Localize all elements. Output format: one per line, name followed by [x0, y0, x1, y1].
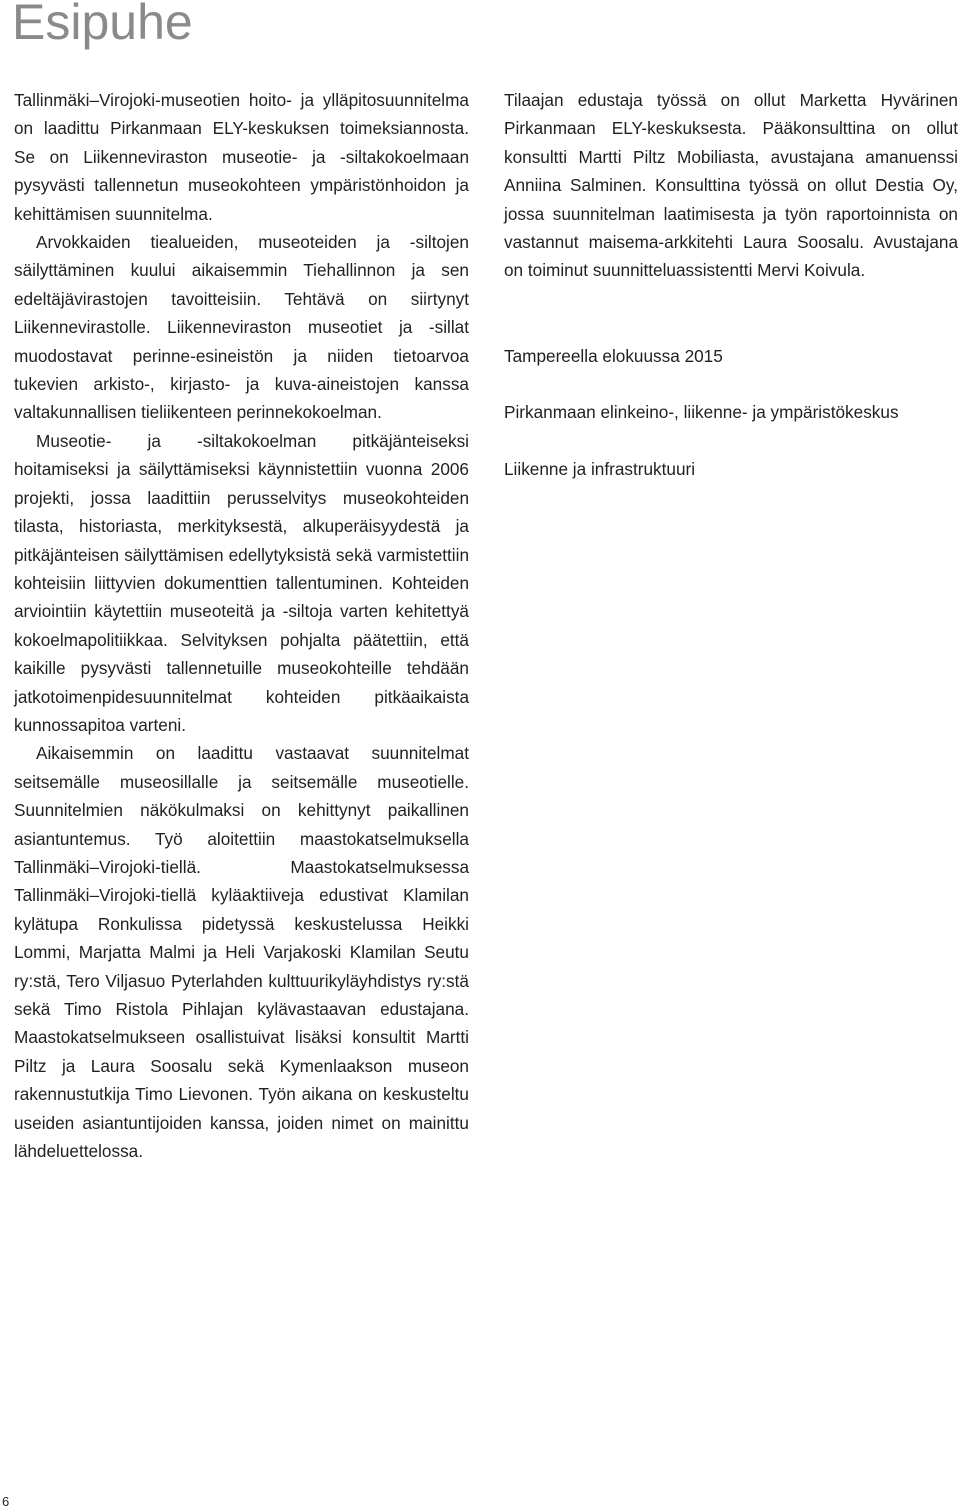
- place-date: Tampereella elokuussa 2015: [504, 345, 723, 366]
- project-paragraph: Museotie- ja -siltakokoelman pitkäjänteiseksi hoitamiseksi ja säilyttämiseksi käynnistettiin vuonna 2006 projekti, jossa laadittiin perusselvitys museokohteiden tilasta, historiasta, merkityksestä, alkuperäisyydestä ja pitkäjänteisen säilyttämisen edellytyksistä sekä varmistettiin kohteisiin liittyvien dokumenttien tallentuminen. Kohteiden arviointiin käytettiin museoteitä ja -siltoja varten kehitettyä kokoelmapolitiikkaa. Selvityksen pohjalta päätettiin, että kaikille pysyvästi tallennetuille museokohteille tehdään jatkotoimenpidesuunnitelmat kohteiden pitkäaikaista kunnossapitoa varteni.: [14, 430, 469, 735]
- participants-paragraph: Aikaisemmin on laadittu vastaavat suunnitelmat seitsemälle museosillalle ja seitsemälle museotielle. Suunnitelmien näkökulmaksi on kehittynyt paikallinen asiantuntemus. Työ aloitettiin maastokatselmuksella Tallinmäki–Virojoki-tiellä. Maastokatselmuksessa Tallinmäki–Virojoki-tiellä kyläaktiiveja edustivat Klamilan kylätupa Ronkulissa pidetyssä keskustelussa Heikki Lommi, Marjatta Malmi ja Heli Varjakoski Klamilan Seutu ry:stä, Tero Viljasuo Pyterlahden kulttuurikyläyhdistys ry:stä sekä Timo Ristola Pihlajan kylävastaavan edustajana. Maastokatselmukseen osallistuivat lisäksi konsultit Martti Piltz ja Laura Soosalu sekä Kymenlaakson museon rakennustutkija Timo Lievonen. Työn aikana on keskusteltu useiden asiantuntijoiden kanssa, joiden nimet on mainittu lähdeluettelossa.: [14, 743, 469, 1162]
- heritage-paragraph: Arvokkaiden tiealueiden, museoteiden ja -siltojen säilyttäminen kuului aikaisemmin Tiehallinnon ja sen edeltäjävirastojen tavoitteisiin. Tehtävä on siirtynyt Liikennevirastolle. Liikenneviraston museotiet ja -sillat muodostavat perinne-esineistön ja niiden tietoarvoa tukevien arkisto-, kirjasto- ja kuva-aineistojen kanssa valtakunnallisen tieliikenteen perinnekokoelman.: [14, 232, 469, 423]
- left-column: [14, 86, 469, 1165]
- page-number: 6: [2, 1494, 10, 1509]
- intro-paragraph: Tallinmäki–Virojoki-museotien hoito- ja ylläpitosuunnitelma on laadittu Pirkanmaan ELY-keskuksen toimeksiannosta. Se on Liikenneviraston museotie- ja -siltakokoelmaan pysyvästi tallennetun museokohteen ympäristönhoidon ja kehittämisen suunnitelma.: [14, 90, 469, 224]
- right-column: [504, 86, 958, 484]
- credits-paragraph: Tilaajan edustaja työssä on ollut Marketta Hyvärinen Pirkanmaan ELY-keskuksesta. Pääkonsulttina on ollut konsultti Martti Piltz Mobiliasta, avustajana amanuenssi Anniina Salminen. Konsulttina työssä on ollut Destia Oy, jossa suunnitelman laatimisesta ja työn raportoinnista on vastannut maisema-arkkitehti Laura Soosalu. Avustajana on toiminut suunnitteluassistentti Mervi Koivula.: [504, 90, 958, 281]
- page-title: Esipuhe: [12, 0, 193, 50]
- organisation-name: Pirkanmaan elinkeino-, liikenne- ja ympäristökeskus: [504, 402, 899, 423]
- organisation-unit: Liikenne ja infrastruktuuri: [504, 459, 696, 480]
